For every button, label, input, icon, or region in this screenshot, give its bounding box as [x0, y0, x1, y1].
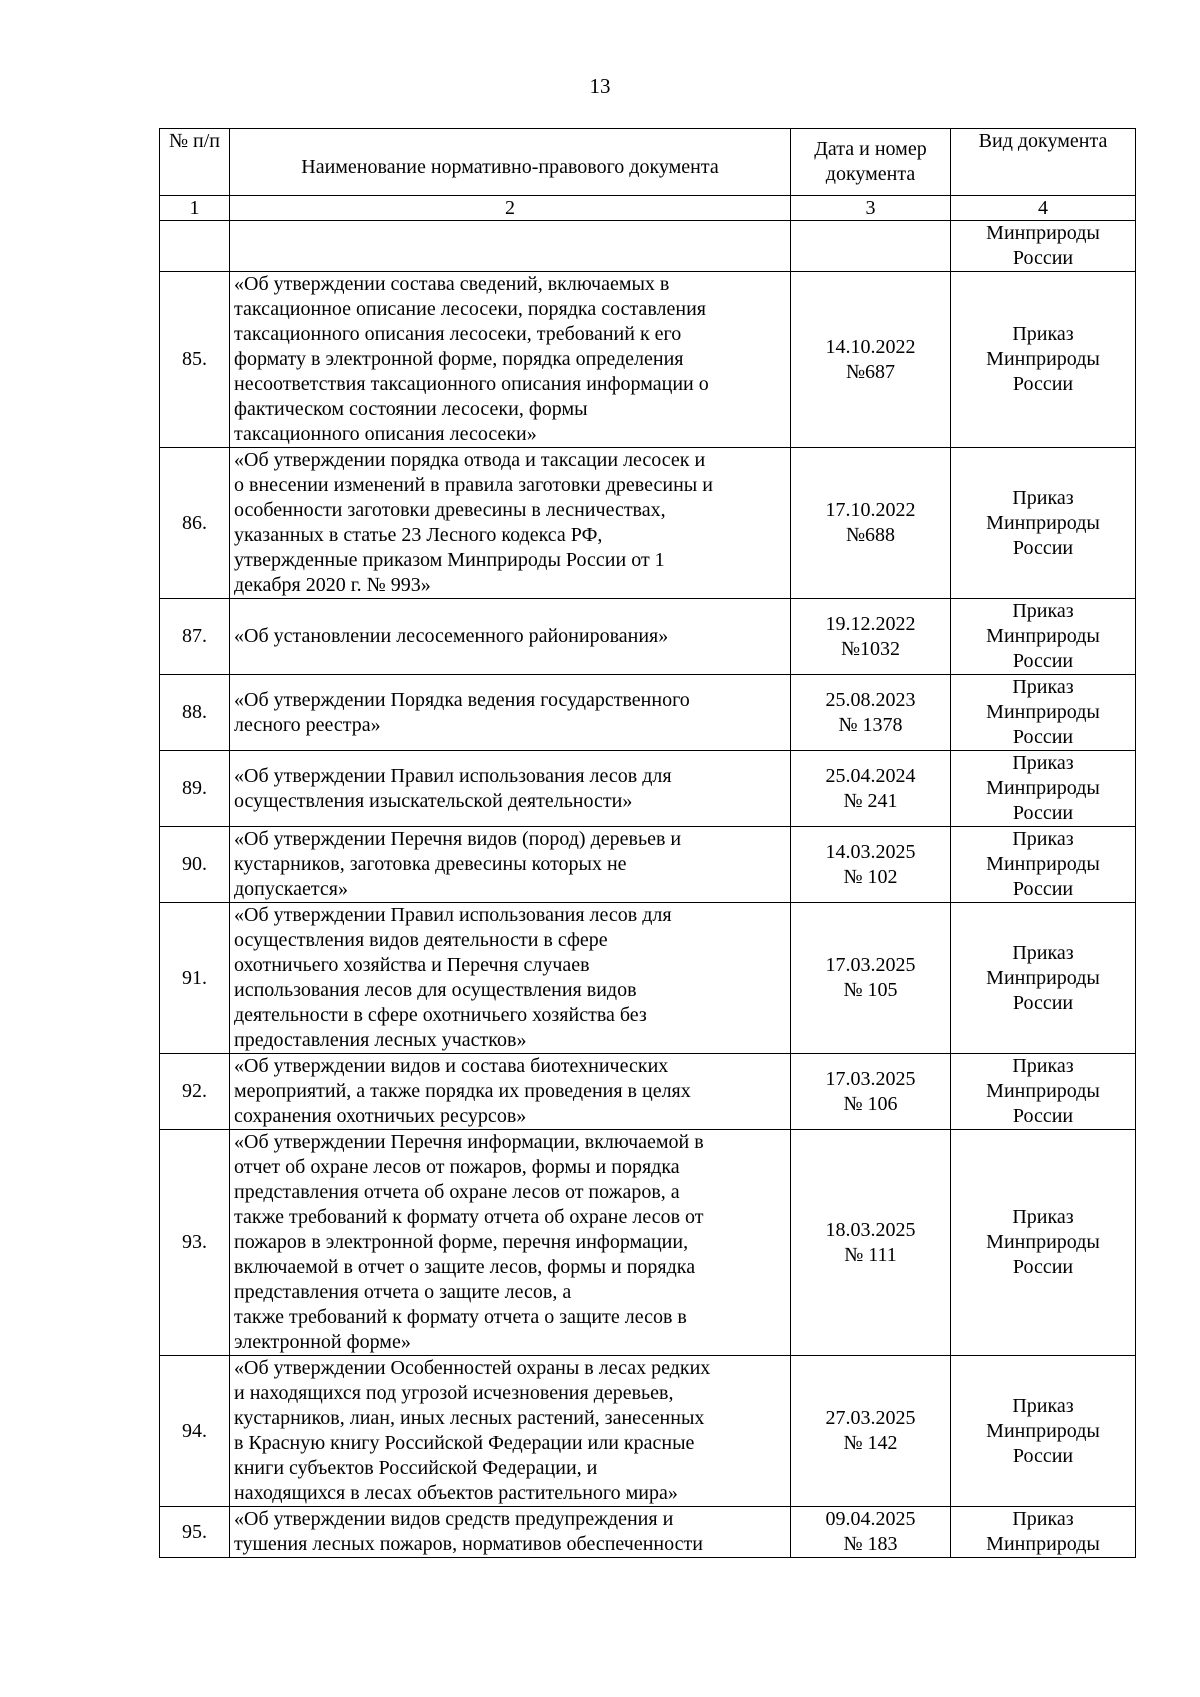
- document-name: [230, 903, 791, 1054]
- kind-line: России: [1012, 1256, 1074, 1278]
- row-number: 86.: [160, 448, 230, 599]
- document-name-line: особенности заготовки древесины в лесничествах,: [234, 499, 666, 521]
- document-name-line: формату в электронной форме, порядка определения: [234, 348, 684, 370]
- document-date: 14.03.2025: [825, 840, 916, 863]
- document-date-number: [791, 1130, 951, 1356]
- kind-line: Приказ: [1012, 1508, 1074, 1530]
- document-name-line: лесного реестра»: [234, 713, 381, 736]
- table-row: [160, 751, 1136, 827]
- document-name-line: утвержденные приказом Минприроды России от 1: [234, 549, 665, 571]
- row-number: 85.: [160, 272, 230, 448]
- document-name: [230, 1130, 791, 1356]
- document-name-line: пожаров в электронной форме, перечня информации,: [234, 1231, 689, 1253]
- document-name-line: осуществления изыскательской деятельности»: [234, 789, 633, 812]
- kind-line: Минприроды: [986, 777, 1100, 799]
- page-number: 13: [589, 74, 611, 98]
- kind-line: России: [1012, 726, 1074, 748]
- document-date: 17.03.2025: [825, 1067, 916, 1090]
- document-name-line: осуществления видов деятельности в сфере: [234, 929, 608, 951]
- document-name-line: «Об утверждении видов и состава биотехнических: [234, 1055, 669, 1077]
- document-number: №688: [845, 524, 896, 546]
- kind-line: Минприроды: [986, 625, 1100, 647]
- kind-line: Приказ: [1012, 600, 1074, 622]
- document-name-line: «Об утверждении Правил использования лесов для: [234, 904, 672, 926]
- document-kind: [951, 599, 1136, 675]
- kind-line: Приказ: [1012, 752, 1074, 774]
- kind-line: Минприроды: [986, 1419, 1100, 1442]
- document-number: № 106: [843, 1092, 898, 1115]
- table-row: [160, 903, 1136, 1054]
- document-date-number: [791, 1054, 951, 1130]
- kind-line: России: [1012, 536, 1074, 559]
- column-number-row: [160, 196, 1136, 221]
- document-name: [230, 675, 791, 751]
- document-date: 17.03.2025: [825, 954, 916, 976]
- column-number: 2: [230, 196, 791, 221]
- document-kind: [951, 1054, 1136, 1130]
- row-number: 87.: [160, 599, 230, 675]
- table-row: [160, 599, 1136, 675]
- document-name-line: сохранения охотничьих ресурсов»: [234, 1105, 527, 1127]
- document-name-line: таксационного описания лесосеки»: [234, 423, 537, 445]
- kind-line: России: [1012, 247, 1074, 269]
- document-name-line: «Об утверждении Перечня информации, включаемой в: [234, 1131, 704, 1153]
- document-date-number: [791, 1507, 951, 1558]
- continuation-date-cell: [791, 221, 951, 272]
- document-name-line: таксационного описания лесосеки, требований к его: [234, 323, 682, 345]
- document-kind: [951, 272, 1136, 448]
- kind-line: Приказ: [1012, 676, 1074, 698]
- document-date: 19.12.2022: [825, 612, 916, 635]
- document-name-line: находящихся в лесах объектов растительного мира»: [234, 1482, 678, 1504]
- table-row: [160, 448, 1136, 599]
- document-name-line: использования лесов для осуществления видов: [234, 979, 637, 1001]
- document-number: № 241: [843, 789, 898, 812]
- document-number: № 111: [844, 1243, 897, 1266]
- document-date: 27.03.2025: [825, 1407, 916, 1429]
- document-name-line: «Об утверждении Особенностей охраны в лесах редких: [234, 1357, 711, 1379]
- column-number: 3: [791, 196, 951, 221]
- kind-line: Минприроды: [986, 966, 1100, 989]
- table-header-row: [160, 129, 1136, 196]
- row-number: 94.: [160, 1356, 230, 1507]
- table-row: [160, 1130, 1136, 1356]
- document-name-line: предоставления лесных участков»: [234, 1029, 527, 1051]
- document-date: 25.08.2023: [825, 688, 916, 711]
- document-date-number: [791, 599, 951, 675]
- document-kind: [951, 903, 1136, 1054]
- row-number: 88.: [160, 675, 230, 751]
- table-row: [160, 1054, 1136, 1130]
- kind-line: России: [1012, 373, 1074, 395]
- header-name: Наименование нормативно-правового документа: [230, 129, 791, 196]
- document-date-number: [791, 675, 951, 751]
- kind-line: России: [1012, 1444, 1074, 1467]
- table-row: [160, 1356, 1136, 1507]
- documents-table: [159, 128, 1136, 1558]
- document-number: № 1378: [838, 713, 903, 736]
- document-name-line: «Об утверждении видов средств предупреждения и: [234, 1508, 674, 1530]
- document-name-line: таксационное описание лесосеки, порядка составления: [234, 298, 706, 320]
- kind-line: Приказ: [1012, 323, 1074, 345]
- kind-line: Приказ: [1012, 1206, 1074, 1228]
- document-name: [230, 827, 791, 903]
- document-name-line: о внесении изменений в правила заготовки древесины и: [234, 474, 713, 496]
- document-date-number: [791, 272, 951, 448]
- document-name: [230, 599, 791, 675]
- document-name-line: «Об утверждении Перечня видов (пород) деревьев и: [234, 828, 682, 850]
- document-number: № 142: [843, 1432, 898, 1454]
- document-name-line: «Об установлении лесосеменного районирования»: [234, 625, 669, 647]
- kind-line: Минприроды: [986, 348, 1100, 370]
- document-name: [230, 1054, 791, 1130]
- document-number: №687: [845, 360, 896, 383]
- row-number: 95.: [160, 1507, 230, 1558]
- kind-line: Минприроды: [986, 222, 1100, 244]
- row-number: 90.: [160, 827, 230, 903]
- kind-line: Минприроды: [986, 853, 1100, 875]
- document-name-line: электронной форме»: [234, 1331, 411, 1353]
- document-name: [230, 448, 791, 599]
- document-name: [230, 1356, 791, 1507]
- table-row: [160, 272, 1136, 448]
- kind-line: России: [1012, 802, 1074, 824]
- document-name-line: включаемой в отчет о защите лесов, формы и порядка: [234, 1256, 696, 1278]
- document-name-line: и находящихся под угрозой исчезновения деревьев,: [234, 1382, 674, 1404]
- document-name-line: мероприятий, а также порядка их проведения в целях: [234, 1080, 691, 1102]
- row-number: 92.: [160, 1054, 230, 1130]
- document-name-line: «Об утверждении состава сведений, включаемых в: [234, 273, 670, 295]
- document-name-line: фактическом состоянии лесосеки, формы: [234, 398, 588, 420]
- kind-line: Минприроды: [986, 1080, 1100, 1102]
- document-date-number: [791, 1356, 951, 1507]
- kind-line: России: [1012, 650, 1074, 672]
- document-date: 25.04.2024: [825, 764, 916, 787]
- document-kind: [951, 1130, 1136, 1356]
- document-number: №1032: [840, 637, 901, 660]
- document-name-line: «Об утверждении Порядка ведения государственного: [234, 688, 690, 711]
- kind-line: Минприроды: [986, 701, 1100, 723]
- kind-line: Минприроды: [986, 511, 1100, 534]
- row-number: 89.: [160, 751, 230, 827]
- table-row: [160, 827, 1136, 903]
- document-name: [230, 1507, 791, 1558]
- kind-line: Приказ: [1012, 941, 1074, 964]
- document-name: [230, 751, 791, 827]
- document-date: 09.04.2025: [825, 1508, 916, 1530]
- document-name-line: указанных в статье 23 Лесного кодекса РФ,: [234, 524, 603, 546]
- kind-line: Минприроды: [986, 1231, 1100, 1253]
- document-date: 14.10.2022: [825, 335, 916, 358]
- table-row: [160, 1507, 1136, 1558]
- document-name-line: «Об утверждении порядка отвода и таксации лесосек и: [234, 449, 706, 471]
- row-number: 91.: [160, 903, 230, 1054]
- header-date: Дата и номер документа: [791, 129, 951, 196]
- kind-line: Приказ: [1012, 828, 1074, 850]
- header-kind: Вид документа: [951, 129, 1136, 196]
- document-name-line: декабря 2020 г. № 993»: [234, 574, 431, 596]
- document-number: № 183: [843, 1533, 898, 1555]
- continuation-row: [160, 221, 1136, 272]
- document-date-number: [791, 751, 951, 827]
- row-number: 93.: [160, 1130, 230, 1356]
- document-name-line: также требований к формату отчета об охране лесов от: [234, 1206, 704, 1228]
- document-name-line: кустарников, заготовка древесины которых не: [234, 853, 627, 875]
- document-name: [230, 272, 791, 448]
- document-kind: [951, 1356, 1136, 1507]
- document-date-number: [791, 903, 951, 1054]
- table-row: [160, 675, 1136, 751]
- document-number: № 102: [843, 865, 898, 888]
- document-date: 18.03.2025: [825, 1218, 916, 1241]
- header-num: № п/п: [160, 129, 230, 196]
- continuation-num-cell: [160, 221, 230, 272]
- document-name-line: деятельности в сфере охотничьего хозяйства без: [234, 1004, 647, 1026]
- document-name-line: отчет об охране лесов от пожаров, формы и порядка: [234, 1156, 680, 1178]
- document-date-number: [791, 827, 951, 903]
- document-kind: [951, 827, 1136, 903]
- document-name-line: представления отчета об охране лесов от пожаров, а: [234, 1181, 680, 1203]
- document-name-line: тушения лесных пожаров, нормативов обеспеченности: [234, 1533, 703, 1555]
- document-number: № 105: [843, 979, 898, 1001]
- document-kind: [951, 675, 1136, 751]
- document-name-line: книги субъектов Российской Федерации, и: [234, 1457, 598, 1479]
- kind-line: Приказ: [1012, 1055, 1074, 1077]
- document-kind: [951, 1507, 1136, 1558]
- document-name-line: охотничьего хозяйства и Перечня случаев: [234, 954, 590, 976]
- kind-line: Минприроды: [986, 1533, 1100, 1555]
- document-kind: [951, 448, 1136, 599]
- document-kind: [951, 751, 1136, 827]
- kind-line: России: [1012, 991, 1074, 1014]
- document-name-line: «Об утверждении Правил использования лесов для: [234, 764, 672, 787]
- continuation-kind-cell: [951, 221, 1136, 272]
- kind-line: России: [1012, 1105, 1074, 1127]
- document-name-line: допускается»: [234, 878, 348, 900]
- continuation-name-cell: [230, 221, 791, 272]
- kind-line: Приказ: [1012, 486, 1074, 509]
- document-date: 17.10.2022: [825, 499, 916, 521]
- document-name-line: в Красную книгу Российской Федерации или красные: [234, 1432, 695, 1454]
- document-name-line: представления отчета о защите лесов, а: [234, 1281, 572, 1303]
- kind-line: России: [1012, 878, 1074, 900]
- document-name-line: кустарников, лиан, иных лесных растений, занесенных: [234, 1407, 705, 1429]
- column-number: 4: [951, 196, 1136, 221]
- document-name-line: несоответствия таксационного описания информации о: [234, 373, 709, 395]
- document-name-line: также требований к формату отчета о защите лесов в: [234, 1306, 687, 1328]
- column-number: 1: [160, 196, 230, 221]
- kind-line: Приказ: [1012, 1394, 1074, 1417]
- document-date-number: [791, 448, 951, 599]
